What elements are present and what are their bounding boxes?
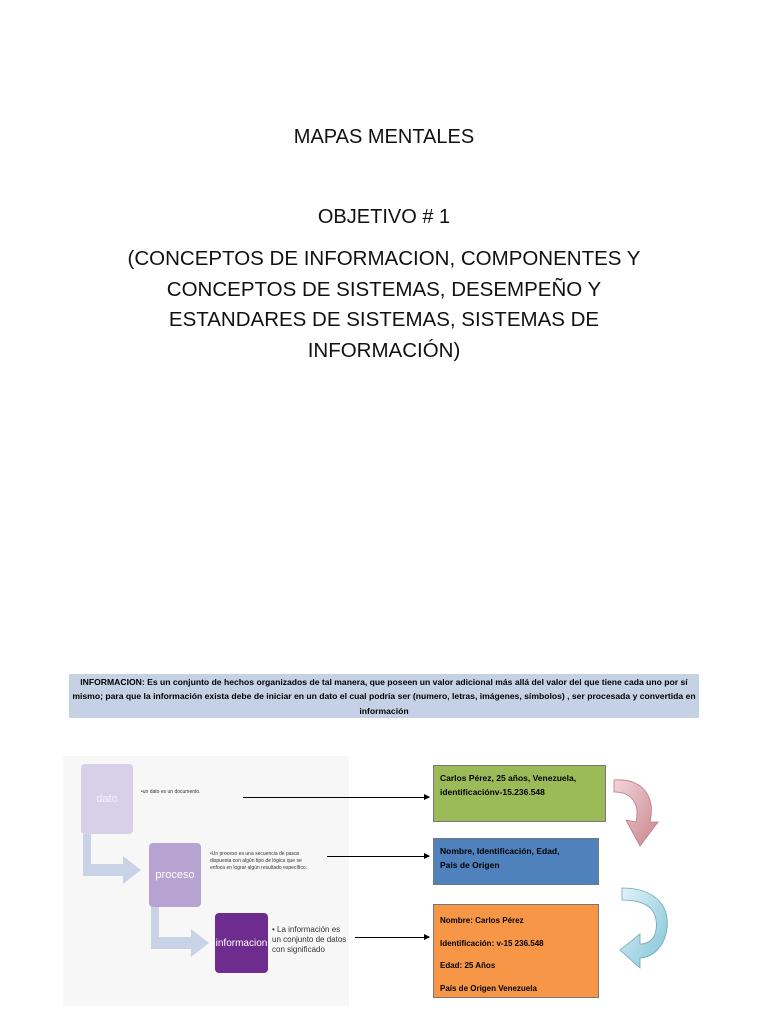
- example-data-box: [433, 765, 606, 822]
- objective-description: [0, 244, 768, 366]
- step-dato: dato: [81, 764, 133, 834]
- subtitle-line: INFORMACIÓN): [307, 338, 461, 362]
- subtitle-line: (CONCEPTOS DE INFORMACION, COMPONENTES Y: [127, 247, 641, 270]
- example-fields-box: [433, 838, 599, 885]
- document-title: MAPAS MENTALES: [293, 126, 475, 148]
- step-informacion: informacion: [215, 913, 268, 973]
- step-description: • La información es un conjunto de datos con significado: [272, 925, 347, 954]
- box-line: Nombre, Identificación, Edad,: [440, 846, 560, 856]
- box-line: Carlos Pérez, 25 años, Venezuela,: [440, 773, 577, 783]
- curved-arrow-down-icon: [612, 776, 662, 848]
- box-line: Edad: 25 Años: [440, 961, 496, 970]
- connector-arrow: [327, 856, 429, 857]
- step-description: •un dato es un documento.: [141, 789, 201, 795]
- connector-arrow: [243, 797, 429, 798]
- box-line: Identificación: v-15 236.548: [440, 938, 544, 948]
- connector-arrow: [355, 937, 429, 938]
- bent-arrow-icon: [83, 834, 153, 884]
- subtitle-line: ESTANDARES DE SISTEMAS, SISTEMAS DE: [168, 308, 600, 331]
- curved-arrow-left-icon: [618, 884, 674, 970]
- box-line: País de Origen: [440, 860, 500, 870]
- information-definition-banner: INFORMACION: Es un conjunto de hechos organizados de tal manera, que poseen un valor adicional más allá del valor del que tiene cada uno por sí mismo; para que la información exista debe de iniciar en un dato el cual podría ser (numero, letras, imágenes, símbolos) , ser procesada y convertida en información: [69, 674, 699, 718]
- step-proceso: proceso: [149, 843, 201, 907]
- box-line: Nombre: Carlos Pérez: [440, 916, 524, 925]
- bent-arrow-icon: [151, 907, 221, 957]
- box-line: identificaciónv-15.236.548: [440, 787, 545, 797]
- box-line: País de Origen Venezuela: [440, 983, 537, 993]
- objective-heading: OBJETIVO # 1: [317, 206, 451, 228]
- subtitle-line: CONCEPTOS DE SISTEMAS, DESEMPEÑO Y: [166, 277, 602, 301]
- example-information-box: [433, 904, 599, 998]
- step-description: •Un proceso es una secuencia de pasos dispuesta con algún tipo de lógica que se enfoca en lograr algún resultado específico.: [210, 851, 308, 871]
